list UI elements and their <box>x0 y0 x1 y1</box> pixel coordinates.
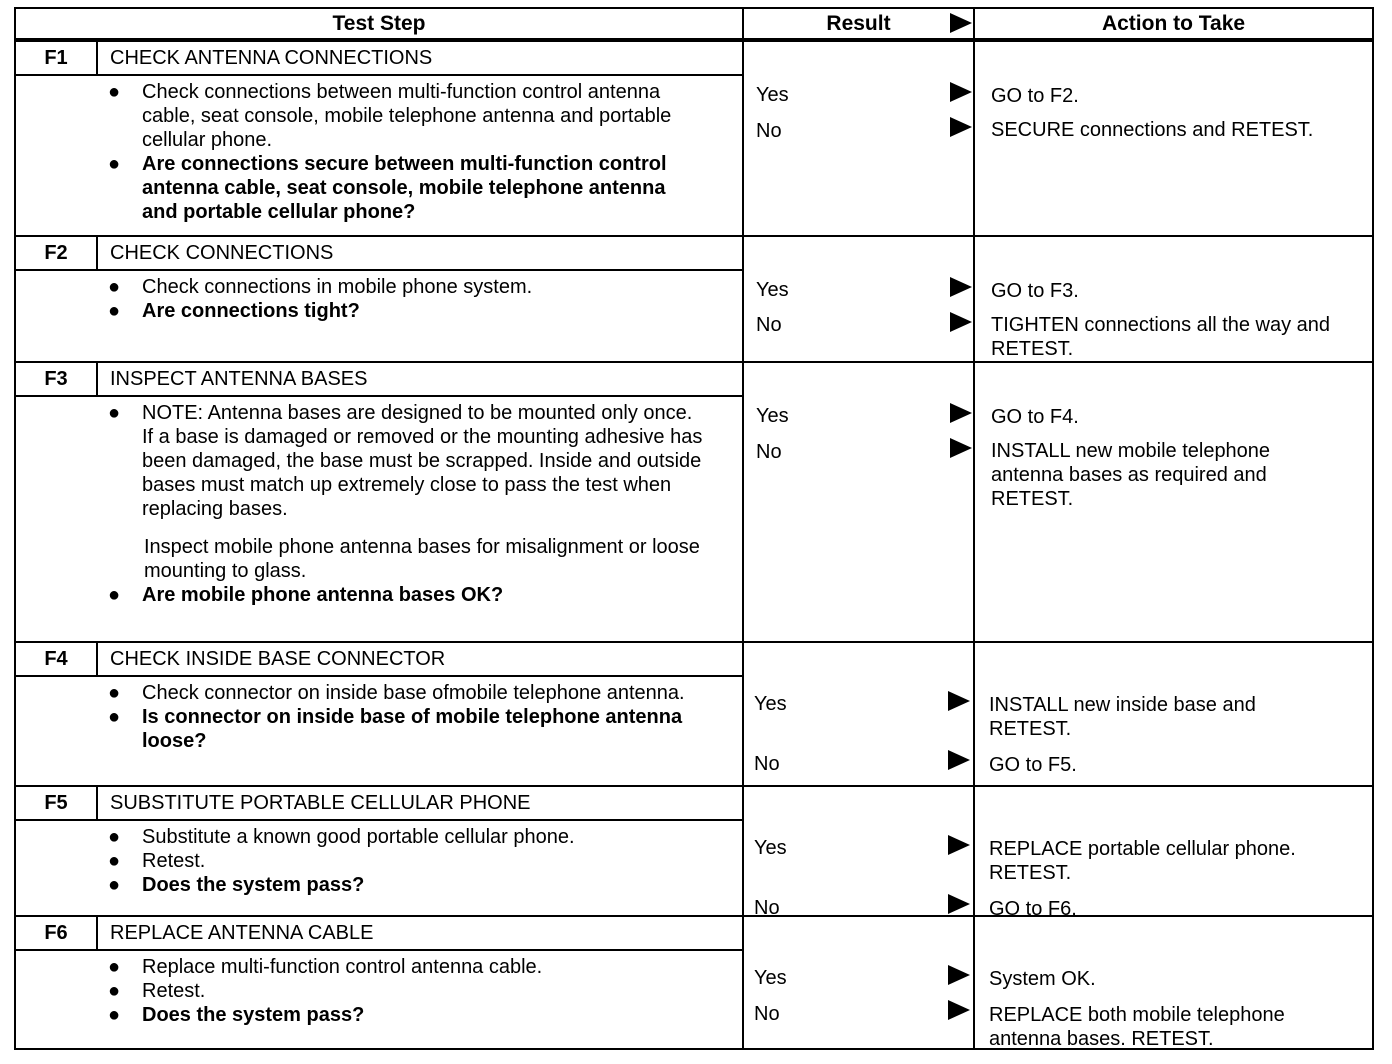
step-body <box>16 80 696 224</box>
step-instruction: Substitute a known good portable cellular phone. <box>142 826 575 848</box>
action-cell-f3 <box>973 361 1374 643</box>
header-action: Action to Take <box>973 7 1374 40</box>
result-yes: Yes <box>754 693 787 715</box>
diagnostic-table <box>14 7 1374 1050</box>
step-id: F2 <box>16 237 98 271</box>
step-title: CHECK CONNECTIONS <box>98 237 742 271</box>
result-no: No <box>756 120 782 142</box>
step-title: INSPECT ANTENNA BASES <box>98 363 742 397</box>
step-instruction: Check connections in mobile phone system. <box>142 276 533 298</box>
bullet-icon: ● <box>108 980 121 1002</box>
bullet-icon: ● <box>108 276 121 298</box>
step-body <box>16 825 706 897</box>
step-question: Are mobile phone antenna bases OK? <box>142 584 504 606</box>
step-f6 <box>14 915 744 1050</box>
arrow-icon <box>948 1000 970 1020</box>
step-f4 <box>14 641 744 787</box>
arrow-icon <box>948 691 970 711</box>
bullet-icon: ● <box>108 153 121 175</box>
step-title: REPLACE ANTENNA CABLE <box>98 917 742 951</box>
action-yes: GO to F3. <box>991 280 1079 302</box>
arrow-icon <box>950 277 972 297</box>
result-cell-f3 <box>742 361 975 643</box>
step-id: F5 <box>16 787 98 821</box>
step-question: Does the system pass? <box>142 1004 365 1026</box>
step-body <box>16 681 706 753</box>
bullet-icon: ● <box>108 402 121 424</box>
step-f3 <box>14 361 744 643</box>
action-cell-f6 <box>973 915 1374 1050</box>
result-cell-f2 <box>742 235 975 363</box>
bullet-icon: ● <box>108 584 121 606</box>
result-yes: Yes <box>754 967 787 989</box>
arrow-icon <box>948 750 970 770</box>
action-yes: System OK. <box>989 968 1096 990</box>
header-result <box>742 7 975 40</box>
action-no: GO to F5. <box>989 754 1077 776</box>
result-cell-f4 <box>742 641 975 787</box>
action-cell-f1 <box>973 40 1374 237</box>
step-body <box>16 955 706 1027</box>
result-no: No <box>754 1003 780 1025</box>
bullet-icon: ● <box>108 956 121 978</box>
step-f1 <box>14 40 744 237</box>
action-no: SECURE connections and RETEST. <box>991 119 1314 141</box>
header-result-label: Result <box>826 11 891 35</box>
arrow-icon <box>950 117 972 137</box>
bullet-icon: ● <box>108 682 121 704</box>
step-body <box>16 401 706 607</box>
action-no: REPLACE both mobile telephone antenna bases. RETEST. <box>989 1004 1285 1050</box>
step-instruction: Retest. <box>142 850 206 872</box>
action-cell-f4 <box>973 641 1374 787</box>
step-instruction: Check connector on inside base ofmobile telephone antenna. <box>142 682 685 704</box>
step-f2 <box>14 235 744 363</box>
step-id: F4 <box>16 643 98 677</box>
arrow-icon <box>948 965 970 985</box>
action-yes: INSTALL new inside base and RETEST. <box>989 694 1256 740</box>
step-id: F3 <box>16 363 98 397</box>
step-instruction: Replace multi-function control antenna cable. <box>142 956 543 978</box>
step-instruction: Check connections between multi-function control antenna cable, seat console, mobile telephone antenna and portable cellular phone. <box>142 81 672 151</box>
action-cell-f2 <box>973 235 1374 363</box>
step-id: F6 <box>16 917 98 951</box>
header-arrow-icon <box>950 13 972 33</box>
header-test-step: Test Step <box>14 7 744 40</box>
step-question: Are connections secure between multi-function control antenna cable, seat console, mobile telephone antenna and portable cellular phone? <box>142 153 667 223</box>
action-no: GO to F6. <box>989 898 1077 920</box>
result-no: No <box>754 753 780 775</box>
arrow-icon <box>950 403 972 423</box>
result-yes: Yes <box>756 279 789 301</box>
bullet-icon: ● <box>108 300 121 322</box>
bullet-icon: ● <box>108 826 121 848</box>
step-f5 <box>14 785 744 917</box>
action-no: TIGHTEN connections all the way and RETEST. <box>991 314 1331 360</box>
arrow-icon <box>948 835 970 855</box>
result-no: No <box>756 314 782 336</box>
result-yes: Yes <box>756 84 789 106</box>
bullet-icon: ● <box>108 850 121 872</box>
action-yes: GO to F4. <box>991 406 1079 428</box>
arrow-icon <box>950 438 972 458</box>
bullet-icon: ● <box>108 874 121 896</box>
step-note: NOTE: Antenna bases are designed to be mounted only once. If a base is damaged or removed or the mounting adhesive has been damaged, the base must be scrapped. Inside and outside bases must match up extremely close to pass the test when replacing bases. <box>142 402 703 520</box>
action-cell-f5 <box>973 785 1374 920</box>
result-no: No <box>754 897 780 919</box>
step-title: CHECK INSIDE BASE CONNECTOR <box>98 643 742 677</box>
action-yes: GO to F2. <box>991 85 1079 107</box>
step-title: CHECK ANTENNA CONNECTIONS <box>98 42 742 76</box>
arrow-icon <box>950 82 972 102</box>
action-yes: REPLACE portable cellular phone. RETEST. <box>989 838 1296 884</box>
result-cell-f5 <box>742 785 975 917</box>
arrow-icon <box>948 894 970 914</box>
step-body <box>16 275 696 323</box>
step-title: SUBSTITUTE PORTABLE CELLULAR PHONE <box>98 787 742 821</box>
arrow-icon <box>950 312 972 332</box>
step-question: Are connections tight? <box>142 300 360 322</box>
step-question: Is connector on inside base of mobile telephone antenna loose? <box>142 706 683 752</box>
step-instruction: Inspect mobile phone antenna bases for misalignment or loose mounting to glass. <box>144 536 700 582</box>
action-no: INSTALL new mobile telephone antenna bases as required and RETEST. <box>991 440 1271 510</box>
result-yes: Yes <box>756 405 789 427</box>
step-question: Does the system pass? <box>142 874 365 896</box>
step-instruction: Retest. <box>142 980 206 1002</box>
bullet-icon: ● <box>108 1004 121 1026</box>
bullet-icon: ● <box>108 706 121 728</box>
result-cell-f1 <box>742 40 975 237</box>
result-cell-f6 <box>742 915 975 1050</box>
result-no: No <box>756 441 782 463</box>
step-id: F1 <box>16 42 98 76</box>
bullet-icon: ● <box>108 81 121 103</box>
result-yes: Yes <box>754 837 787 859</box>
